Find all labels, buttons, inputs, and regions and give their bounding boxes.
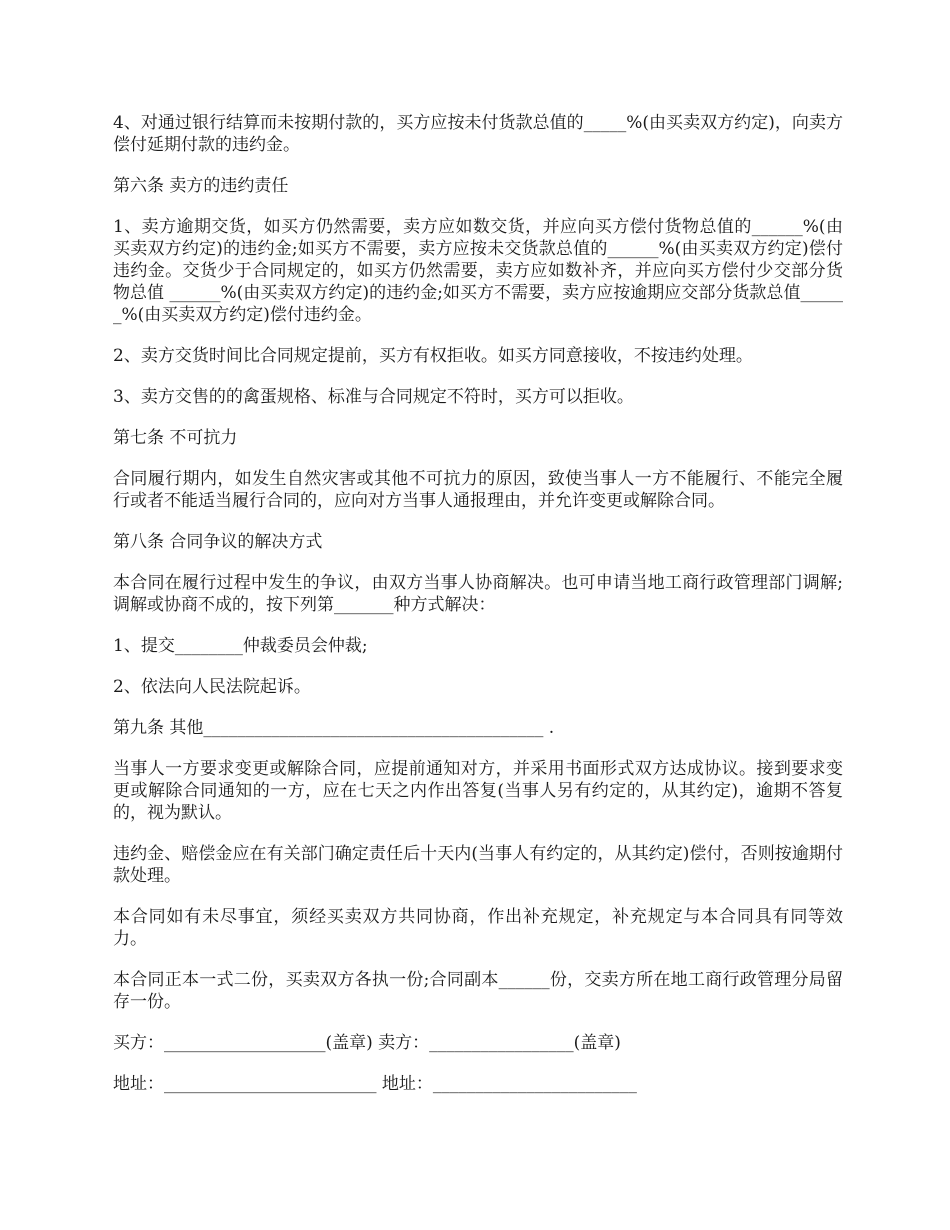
article-6-item-1-paragraph: 1、卖方逾期交货，如买方仍然需要，卖方应如数交货，并应向买方偿付货物总值的______%(由买卖双方约定)的违约金;如买方不需要，卖方应按未交货款总值的______%(由买卖双方约定)偿付违约金。交货少于合同规定的，如买方仍然需要，卖方应如数补齐，并应向买方偿付少交部分货物总值 ______%(由买卖双方约定)的违约金;如买方不需要，卖方应按逾期应交部分货款总值______%(由买卖双方约定)偿付违约金。 [113,217,843,325]
address-line: 地址：_________________________ 地址：________________________ [113,1074,637,1094]
article-7-heading: 第七条 不可抗力 [113,428,238,448]
clause-5-item-4-paragraph: 4、对通过银行结算而未按期付款的，买方应按未付货款总值的_____%(由买卖双方约定)，向卖方偿付延期付款的违约金。 [113,113,843,155]
supplementary-paragraph: 本合同如有未尽事宜，须经买卖双方共同协商，作出补充规定，补充规定与本合同具有同等效力。 [113,907,843,949]
article-6-item-2-paragraph: 2、卖方交货时间比合同规定提前，买方有权拒收。如买方同意接收，不按违约处理。 [113,346,753,366]
modification-paragraph: 当事人一方要求变更或解除合同，应提前通知对方，并采用书面形式双方达成协议。接到要求变更或解除合同通知的一方，应在七天之内作出答复(当事人另有约定的，从其约定)，逾期不答复的，视为默认。 [113,759,843,823]
article-8-heading: 第八条 合同争议的解决方式 [113,532,323,552]
article-8-option-1: 1、提交________仲裁委员会仲裁; [113,636,368,656]
article-6-item-3-paragraph: 3、卖方交售的的禽蛋规格、标准与合同规定不符时，买方可以拒收。 [113,387,634,407]
penalty-payment-paragraph: 违约金、赔偿金应在有关部门确定责任后十天内(当事人有约定的，从其约定)偿付，否则按逾期付款处理。 [113,844,843,886]
article-8-option-2: 2、依法向人民法院起诉。 [113,677,311,697]
article-9-heading: 第九条 其他________________________________________ . [113,718,555,738]
document-body [113,112,843,1114]
article-6-heading: 第六条 卖方的违约责任 [113,176,289,196]
signature-line: 买方：___________________(盖章) 卖方：_________________(盖章) [113,1033,621,1053]
copies-paragraph: 本合同正本一式二份，买卖双方各执一份;合同副本______份，交卖方所在地工商行政管理分局留存一份。 [113,970,843,1012]
article-7-paragraph: 合同履行期内，如发生自然灾害或其他不可抗力的原因，致使当事人一方不能履行、不能完全履行或者不能适当履行合同的，应向对方当事人通报理由，并允许变更或解除合同。 [113,469,843,511]
article-8-paragraph: 本合同在履行过程中发生的争议，由双方当事人协商解决。也可申请当地工商行政管理部门调解;调解或协商不成的，按下列第_______种方式解决： [113,573,843,615]
